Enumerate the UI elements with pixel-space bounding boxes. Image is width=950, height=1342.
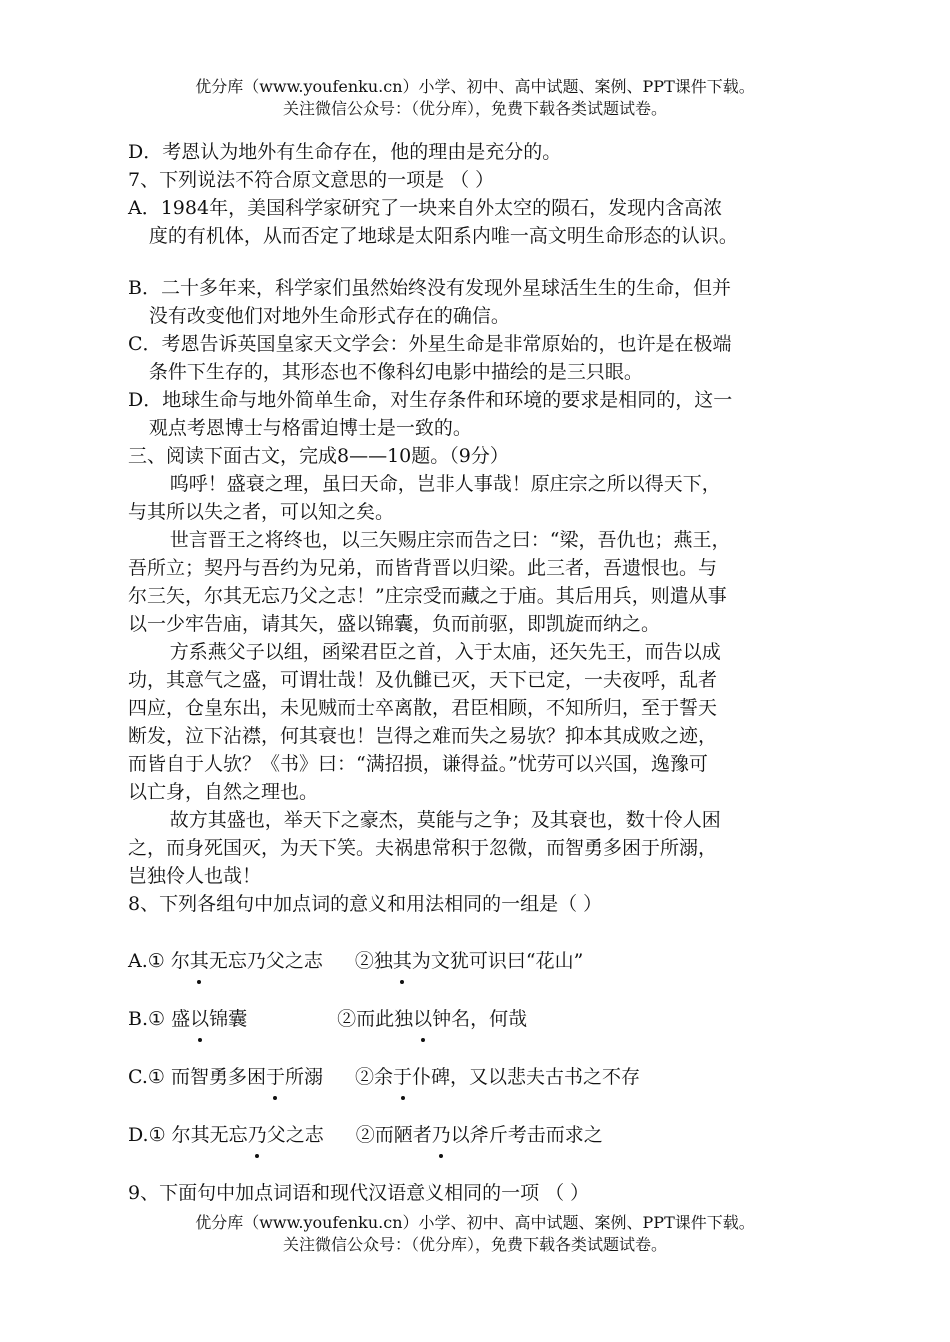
passage-p2-line2: 吾所立；契丹与吾约为兄弟，而皆背晋以归梁。此三者，吾遗恨也。与	[128, 557, 718, 579]
q8-option-b	[128, 1004, 828, 1034]
q8-option-a	[128, 946, 828, 976]
q8-a-s2-post: 为文犹可识曰“花山”	[411, 950, 584, 972]
q7-option-a-line1: A．1984年，美国科学家研究了一块来自外太空的陨石，发现内含高浓	[128, 197, 723, 219]
q8-a-s2-pre: ②独	[354, 950, 393, 972]
q8-option-c	[128, 1062, 828, 1092]
passage-p2-line3: 尔三矢，尔其无忘乃父之志！”庄宗受而藏之于庙。其后用兵，则遣从事	[128, 585, 727, 607]
q8-d-s1-dotted: 乃	[248, 1120, 267, 1150]
header-line-1: 优分库（www.youfenku.cn）小学、初中、高中试题、案例、PPT课件下载。	[195, 77, 755, 96]
q6-option-d: D．考恩认为地外有生命存在，他的理由是充分的。	[128, 141, 562, 163]
passage-p1-line1: 呜呼！盛衰之理，虽曰天命，岂非人事哉！原庄宗之所以得天下，	[169, 473, 721, 495]
q8-a-s1-post: 无忘乃父之志	[208, 950, 323, 972]
header-line-2: 关注微信公众号：（优分库），免费下载各类试题试卷。	[282, 99, 667, 118]
passage-p4-line3: 岂独伶人也哉！	[128, 865, 262, 887]
passage-p3-line5: 而皆自于人欤？《书》曰：“满招损，谦得益。”忧劳可以兴国，逸豫可	[128, 753, 708, 775]
q8-option-c-label: C.	[128, 1066, 148, 1088]
q8-option-d-label: D.	[128, 1124, 149, 1146]
q8-option-b-label: B.	[128, 1008, 149, 1030]
q8-c-s2-post: 仆碑，又以悲夫古书之不存	[412, 1066, 641, 1088]
q8-b-s2-dotted: 以	[413, 1004, 432, 1034]
q7-stem: 7、下列说法不符合原文意思的一项是 （ ）	[128, 169, 495, 191]
q8-c-s1-dotted: 于	[266, 1062, 285, 1092]
q8-stem: 8、下列各组句中加点词的意义和用法相同的一组是（ ）	[128, 893, 603, 915]
q8-d-s1-pre: ① 尔其无忘	[148, 1124, 248, 1146]
q8-d-s2-pre: ②而陋者	[355, 1124, 432, 1146]
q8-b-s1-post: 锦囊	[209, 1008, 248, 1030]
section3-title: 三、阅读下面古文，完成8——10题。（9分）	[128, 445, 509, 467]
passage-p3-line4: 断发，泣下沾襟，何其衰也！岂得之难而失之易欤？抑本其成败之迹，	[128, 725, 718, 747]
page-footer	[0, 1212, 950, 1256]
q8-option-d	[128, 1120, 828, 1150]
q7-option-a-line2: 度的有机体，从而否定了地球是太阳系内唯一高文明生命形态的认识。	[148, 225, 738, 247]
passage-p3-line1: 方系燕父子以组，函梁君臣之首，入于太庙，还矢先王，而告以成	[169, 641, 721, 663]
q8-b-s1-pre: ① 盛	[148, 1008, 191, 1030]
q8-a-s1-pre: ① 尔	[147, 950, 190, 972]
q7-option-c-line1: C．考恩告诉英国皇家天文学会：外星生命是非常原始的，也许是在极端	[128, 333, 732, 355]
q9-stem: 9、下面句中加点词语和现代汉语意义相同的一项 （ ）	[128, 1182, 590, 1204]
footer-line-1: 优分库（www.youfenku.cn）小学、初中、高中试题、案例、PPT课件下载。	[195, 1213, 755, 1232]
q8-c-s2-pre: ②余	[355, 1066, 394, 1088]
q7-option-c-line2: 条件下生存的，其形态也不像科幻电影中描绘的是三只眼。	[148, 361, 643, 383]
passage-p1-line2: 与其所以失之者，可以知之矣。	[128, 501, 395, 523]
passage-p2-line1: 世言晋王之将终也，以三矢赐庄宗而告之曰：“梁，吾仇也；燕王，	[169, 529, 731, 551]
passage-p3-line2: 功，其意气之盛，可谓壮哉！及仇雠已灭，天下已定，一夫夜呼，乱者	[128, 669, 718, 691]
q8-d-s2-dotted: 乃	[432, 1120, 451, 1150]
footer-line-2: 关注微信公众号：（优分库），免费下载各类试题试卷。	[282, 1235, 667, 1254]
passage-p4-line2: 之，而身死国灭，为天下笑。夫祸患常积于忽微，而智勇多困于所溺，	[128, 837, 718, 859]
q7-option-d-line2: 观点考恩博士与格雷迫博士是一致的。	[148, 417, 472, 439]
q8-b-s2-pre: ②而此独	[337, 1008, 414, 1030]
passage-p3-line6: 以亡身，自然之理也。	[128, 781, 319, 803]
q8-b-s1-dotted: 以	[190, 1004, 209, 1034]
passage-p3-line3: 四应，仓皇东出，未见贼而士卒离散，君臣相顾，不知所归，至于誓天	[128, 697, 718, 719]
passage-p4-line1: 故方其盛也，举天下之豪杰，莫能与之争；及其衰也，数十伶人困	[169, 809, 721, 831]
q8-a-s2-dotted: 其	[393, 946, 412, 976]
q7-option-b-line2: 没有改变他们对地外生命形式存在的确信。	[148, 305, 510, 327]
q8-d-s2-post: 以斧斤考击而求之	[450, 1124, 603, 1146]
q8-c-s1-post: 所溺	[285, 1066, 324, 1088]
q8-c-s1-pre: ① 而智勇多困	[147, 1066, 266, 1088]
q8-a-s1-dotted: 其	[190, 946, 209, 976]
q7-option-d-line1: D．地球生命与地外简单生命，对生存条件和环境的要求是相同的，这一	[128, 389, 733, 411]
q8-c-s2-dotted: 于	[393, 1062, 412, 1092]
document-body	[128, 138, 828, 1208]
q8-d-s1-post: 父之志	[266, 1124, 324, 1146]
q8-b-s2-post: 钟名，何哉	[432, 1008, 528, 1030]
passage-p2-line4: 以一少牢告庙，请其矢，盛以锦囊，负而前驱，即凯旋而纳之。	[128, 613, 661, 635]
page-header	[0, 76, 950, 120]
q8-option-a-label: A.	[128, 950, 148, 972]
q7-option-b-line1: B．二十多年来，科学家们虽然始终没有发现外星球活生生的生命，但并	[128, 277, 731, 299]
